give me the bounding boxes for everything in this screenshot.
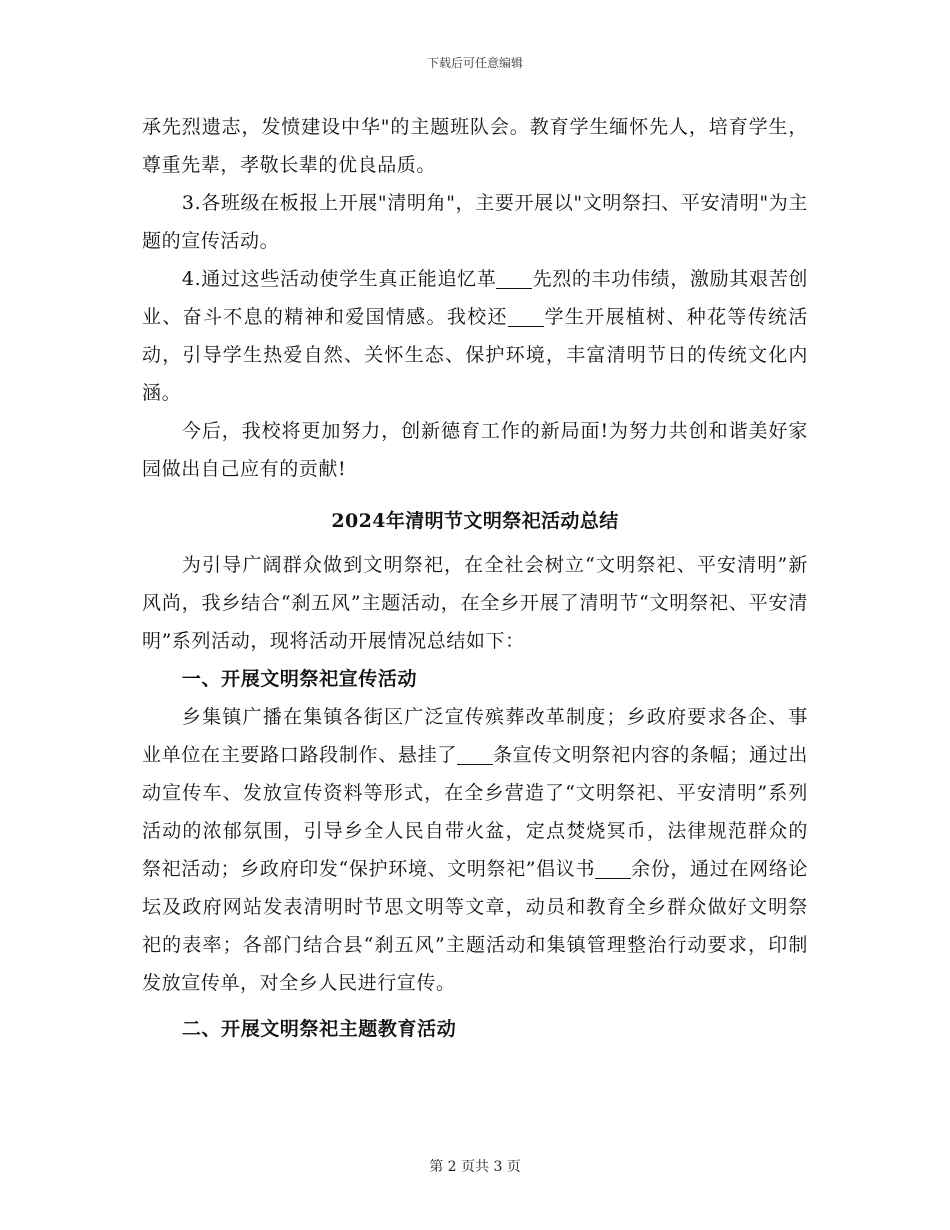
paragraph-text: 先烈的丰功伟绩，激励其艰苦创业、奋斗不息的精神和爱国情感。我校还 <box>142 268 808 328</box>
section-heading-2: 二、开展文明祭祀主题教育活动 <box>181 1018 457 1040</box>
paragraph-closing: 今后，我校将更加努力，创新德育工作的新局面!为努力共创和谐美好家园做出自己应有的贡献! <box>142 420 808 480</box>
section-1-paragraph <box>142 698 808 1002</box>
paragraph-text: 余份，通过在网络论坛及政府网站发表清明时节思文明等文章，动员和教育全乡群众做好文明祭祀的表率；各部门结合县“刹五风”主题活动和集镇管理整治行动要求，印制发放宣传单，对全乡人民进行宣传。 <box>142 858 809 994</box>
page-footer: 第 2 页共 3 页 <box>429 1159 521 1175</box>
paragraph-intro: 为引导广阔群众做到文明祭祀，在全社会树立“文明祭祀、平安清明”新风尚，我乡结合“刹五风”主题活动，在全乡开展了清明节“文明祭祀、平安清明”系列活动，现将活动开展情况总结如下： <box>142 554 808 652</box>
paragraph-item-3: 3.各班级在板报上开展"清明角"，主要开展以"文明祭扫、平安清明"为主题的宣传活动。 <box>142 192 808 252</box>
document-body <box>142 108 808 1048</box>
paragraph-text: 乡集镇广播在集镇各街区广泛宣传殡葬改革制度；乡政府要求各企、事业单位在主要路口路段制作、悬挂了 <box>142 706 808 766</box>
fill-blank <box>595 857 631 879</box>
page-header: 下载后可任意编辑 <box>426 56 523 70</box>
fill-blank <box>496 267 532 289</box>
fill-blank <box>508 305 544 327</box>
document-title: 2024年清明节文明祭祀活动总结 <box>331 510 619 532</box>
section-heading-1: 一、开展文明祭祀宣传活动 <box>181 668 418 690</box>
paragraph-continued: 承先烈遗志，发愤建设中华"的主题班队会。教育学生缅怀先人，培育学生，尊重先辈，孝敬长辈的优良品质。 <box>142 116 808 176</box>
paragraph-text: 条宣传文明祭祀内容的条幅；通过出动宣传车、发放宣传资料等形式，在全乡营造了“文明祭祀、平安清明”系列活动的浓郁氛围，引导乡全人民自带火盆，定点焚烧冥币，法律规范群众的祭祀活动；乡政府印发“保护环境、文明祭祀”倡议书 <box>142 744 808 880</box>
paragraph-text: 学生开展植树、种花等传统活动，引导学生热爱自然、关怀生态、保护环境，丰富清明节日的传统文化内涵。 <box>142 306 808 404</box>
fill-blank <box>457 743 493 765</box>
paragraph-item-4 <box>142 260 808 412</box>
paragraph-text: 4.通过这些活动使学生真正能追忆革 <box>181 268 497 290</box>
